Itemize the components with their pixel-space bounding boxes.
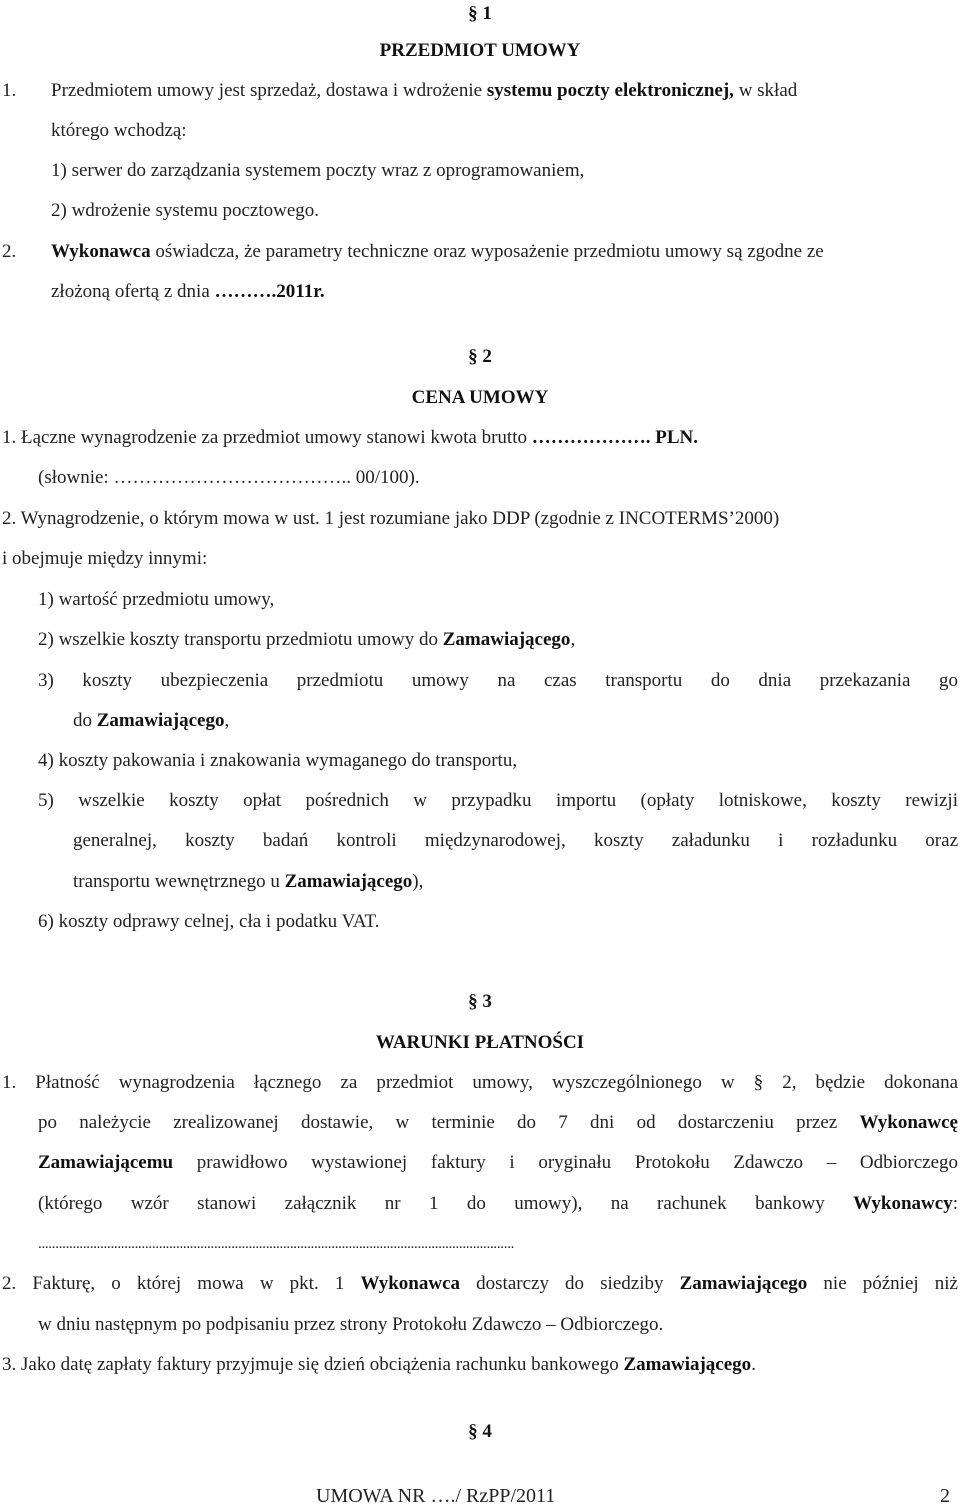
s2-item-2: 2) wszelkie koszty transportu przedmiotu umowy do Zamawiającego, — [38, 629, 576, 650]
s3-bank-account-placeholder: .......................................................................................................................................... — [38, 1236, 515, 1252]
s1-p2-number: 2. — [2, 241, 17, 262]
s2-item-5-line3: transportu wewnętrznego u Zamawiającego), — [73, 871, 424, 892]
s2-item-1: 1) wartość przedmiotu umowy, — [38, 589, 275, 610]
s1-p1-number: 1. — [2, 80, 17, 101]
s3-p2-line1: 2. Fakturę, o której mowa w pkt. 1 Wykonawca dostarczy do siedziby Zamawiającego nie później niż — [2, 1273, 958, 1294]
s1-p1-item1: 1) serwer do zarządzania systemem poczty wraz z oprogramowaniem, — [51, 160, 585, 181]
s3-p2-line2: w dniu następnym po podpisaniu przez strony Protokołu Zdawczo – Odbiorczego. — [38, 1314, 664, 1335]
s2-item-5-line2: generalnej, koszty badań kontroli międzynarodowej, koszty załadunku i rozładunku oraz — [73, 830, 958, 851]
s3-p3: 3. Jako datę zapłaty faktury przyjmuje się dzień obciążenia rachunku bankowego Zamawiającego. — [2, 1354, 756, 1375]
section-4-number: § 4 — [468, 1421, 492, 1442]
footer-page-number: 2 — [940, 1485, 950, 1507]
s2-item-4: 4) koszty pakowania i znakowania wymaganego do transportu, — [38, 750, 518, 771]
s2-item-5: 5) wszelkie koszty opłat pośrednich w przypadku importu (opłaty lotniskowe, koszty rewizji — [38, 790, 958, 811]
s1-p2-line1: Wykonawca oświadcza, że parametry techniczne oraz wyposażenie przedmiotu umowy są zgodne ze — [51, 241, 824, 262]
s1-p2-line2: złożoną ofertą z dnia ……….2011r. — [51, 281, 325, 302]
s2-item-6: 6) koszty odprawy celnej, cła i podatku VAT. — [38, 911, 380, 932]
s2-p2-line2: i obejmuje między innymi: — [2, 548, 208, 569]
section-2-number: § 2 — [468, 346, 492, 367]
s1-p1-line1: Przedmiotem umowy jest sprzedaż, dostawa i wdrożenie systemu poczty elektronicznej, w skład — [51, 80, 798, 101]
s2-item-3: 3) koszty ubezpieczenia przedmiotu umowy na czas transportu do dnia przekazania go — [38, 670, 958, 691]
section-3-title: WARUNKI PŁATNOŚCI — [375, 1032, 585, 1053]
s2-p2-line1: 2. Wynagrodzenie, o którym mowa w ust. 1 jest rozumiane jako DDP (zgodnie z INCOTERMS’2000) — [2, 508, 780, 529]
s3-p1-line4: (którego wzór stanowi załącznik nr 1 do umowy), na rachunek bankowy Wykonawcy: — [38, 1193, 958, 1214]
s2-p1-line2: (słownie: ……………………………….. 00/100). — [38, 467, 420, 488]
s1-p1-line2: którego wchodzą: — [51, 120, 187, 141]
footer-document-number: UMOWA NR …./ RzPP/2011 — [316, 1485, 556, 1507]
section-3-number: § 3 — [468, 991, 492, 1012]
section-1-title: PRZEDMIOT UMOWY — [379, 40, 581, 61]
section-1-number: § 1 — [468, 3, 492, 24]
s3-p1-line3: Zamawiającemu prawidłowo wystawionej faktury i oryginału Protokołu Zdawczo – Odbiorczego — [38, 1152, 958, 1173]
s1-p1-item2: 2) wdrożenie systemu pocztowego. — [51, 200, 320, 221]
s3-p1-line1: 1. Płatność wynagrodzenia łącznego za przedmiot umowy, wyszczególnionego w § 2, będzie dokonana — [2, 1072, 958, 1093]
s3-p1-line2: po należycie zrealizowanej dostawie, w terminie do 7 dni od dostarczeniu przez Wykonawcę — [38, 1112, 958, 1133]
s2-p1-line1: 1. Łączne wynagrodzenie za przedmiot umowy stanowi kwota brutto ………………. PLN. — [2, 427, 698, 448]
s2-item-3-line2: do Zamawiającego, — [73, 710, 230, 731]
section-2-title: CENA UMOWY — [411, 387, 549, 408]
